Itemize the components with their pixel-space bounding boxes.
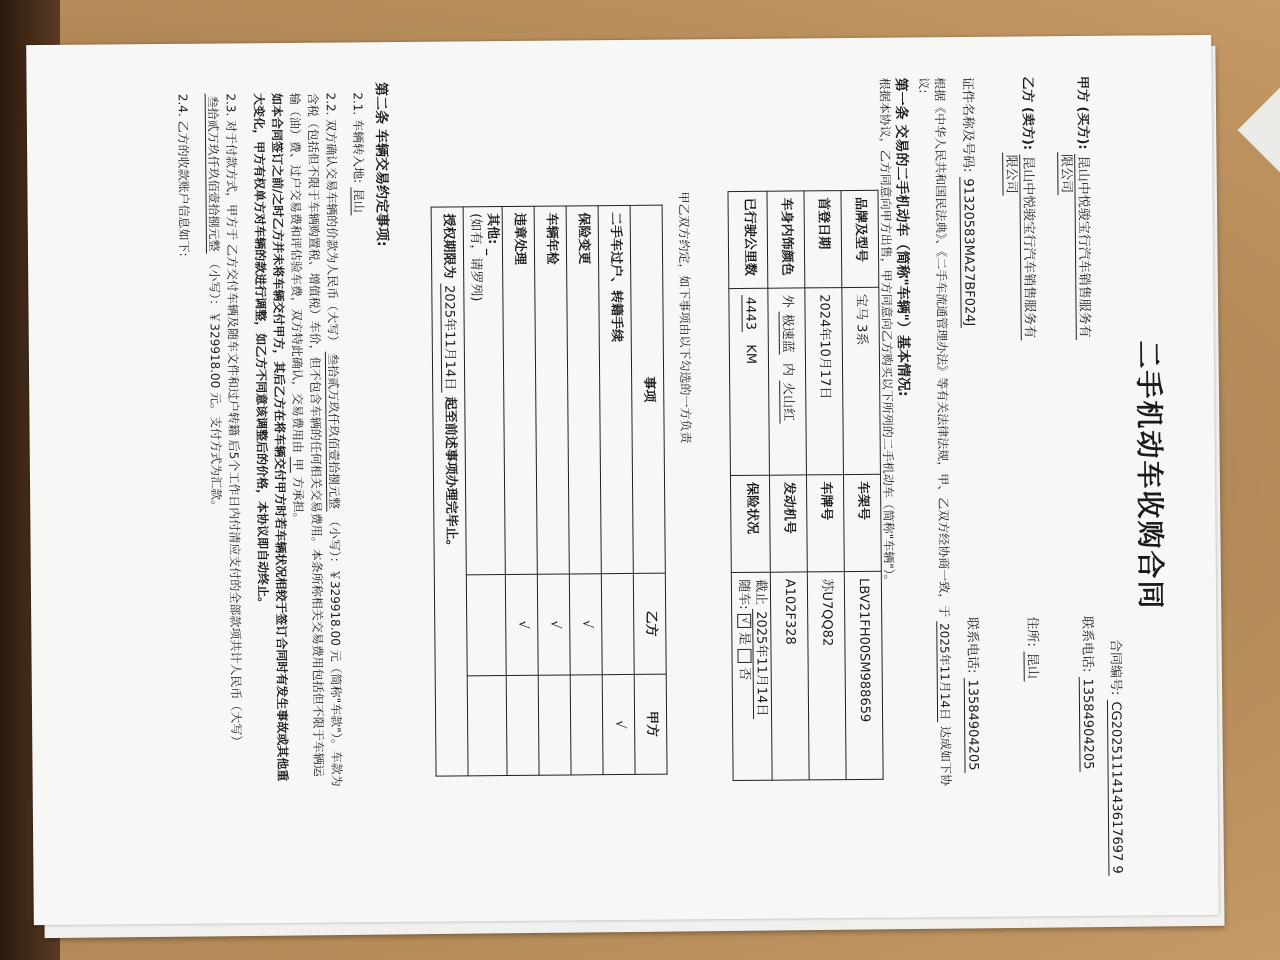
mileage-unit: KM <box>741 344 758 365</box>
party-a-name-2: 限公司 <box>1057 152 1073 195</box>
vehicle-info-table <box>727 190 883 781</box>
task-name: 车辆年检 <box>534 206 569 574</box>
agreement-note: 甲乙双方约定，如下事项由以下勾选的一方负责 <box>675 191 693 444</box>
table-row <box>598 205 635 774</box>
id-line <box>957 77 976 329</box>
document-title: 二手机动车收购合同 <box>1131 340 1167 611</box>
vin-value: LBV21FH00SM988659 <box>844 571 883 779</box>
table-row <box>534 206 571 775</box>
table-row <box>502 206 539 775</box>
task-name-other <box>463 207 505 575</box>
task-a-mark <box>538 675 571 776</box>
insurance-value <box>731 572 772 780</box>
clause-2-2-tail: 方承担。 <box>290 476 305 525</box>
no-label: 否 <box>736 667 752 681</box>
party-a-name: 昆山中悦骏宝行汽车销售服务有 <box>1074 154 1092 340</box>
clause-2-1 <box>349 92 366 215</box>
contract-number <box>1105 639 1124 876</box>
table-row <box>630 205 667 774</box>
yes-checkbox: √ <box>736 614 750 628</box>
basis-text-3: 议: <box>916 77 931 94</box>
id-phone-value: 13584904205 <box>963 677 980 772</box>
authorization-term <box>431 207 468 776</box>
party-a-phone-value: 13584904205 <box>1078 676 1095 771</box>
party-b-name: 昆山中悦骏宝行汽车销售服务有 <box>1019 154 1037 340</box>
id-phone <box>962 617 980 773</box>
party-a-block <box>1055 76 1092 496</box>
party-b-block <box>1000 76 1037 496</box>
task-a-mark <box>570 674 603 775</box>
task-name: 二手车过户、转籍手续 <box>598 205 633 573</box>
task-b-mark: √ <box>569 574 602 675</box>
table-row <box>728 191 772 780</box>
reg-value: 2024年10月17日 <box>804 288 843 476</box>
contract-number-value: CG20251114143617697 9 <box>1106 699 1124 875</box>
party-a-phone <box>1077 616 1095 772</box>
task-header-b: 乙方 <box>633 573 666 674</box>
interior-prefix: 内 <box>779 362 796 377</box>
party-b-address <box>1022 616 1039 681</box>
clause-2-2-text3: 输（油）费、过户交易费和评估验车费，双方特此确认，交易费用由 <box>287 92 305 453</box>
color-value <box>767 288 806 476</box>
task-other-sub: (如有，请罗列) <box>467 213 484 302</box>
with-car-label: 随车: <box>735 579 751 610</box>
article1-intro: 根据本协议，乙方同意向甲方出售，甲方同意向乙方购买以下所列的二手机动车（简称"车辆"）。 <box>876 77 896 587</box>
task-a-mark <box>467 675 507 776</box>
bold-clause-1: 如本合同签订之前/之时乙方并未将车辆交付甲方，其后乙方在将车辆交付甲方时若车辆状况相较于签订合同时有发生事故或其他重 <box>269 92 290 782</box>
clause-2-3-upper: 叁拾贰万玖仟玖佰壹拾捌元整 <box>204 94 220 254</box>
mileage-number: 4443 <box>740 295 756 332</box>
plate-label: 车牌号 <box>806 475 844 572</box>
deadline-tail: 起至前述事项办理完毕止。 <box>441 396 459 553</box>
task-b-mark: √ <box>505 574 538 675</box>
task-other-label: 其他: _ <box>484 213 500 256</box>
clause-2-2-text2: 含税（包括但不限于车辆购置税、增值税）车价，但不包含车辆的任何相关交易费用。本条所称相关交易费用包括但不限于车辆运 <box>305 92 326 777</box>
table-row <box>431 207 468 776</box>
table-row <box>803 191 845 780</box>
article2-title: 第二条 车辆交易约定事项: <box>372 82 390 247</box>
exterior-prefix: 外 <box>779 294 795 308</box>
table-row <box>766 191 808 780</box>
interior-color: 火山红 <box>779 380 795 423</box>
clause-2-2-upper: 叁拾贰万玖仟玖佰壹拾捌元整 <box>324 351 340 511</box>
clause-2-2-payer: 甲 <box>289 457 304 473</box>
clause-2-4-num: 2.4. <box>175 93 190 117</box>
basis-text-2: 达成如下协 <box>937 725 953 787</box>
table-row <box>463 207 507 776</box>
id-phone-label: 联系电话: <box>963 616 980 674</box>
basis-date: 2025年11月14日 <box>936 621 952 722</box>
insurance-date: 2025年11月14日 <box>752 609 769 718</box>
deadline-date: 2025年11月14日 <box>440 283 457 392</box>
clause-2-3 <box>203 93 246 883</box>
clause-2-1-value: 昆山 <box>350 187 365 215</box>
clause-2-4 <box>174 94 191 257</box>
basis-text-1: 根据《中华人民共和国民法典》、《二手车流通管理办法》等有关法律法规，甲、乙双方经协商一致，于 <box>931 77 951 618</box>
clause-2-2 <box>249 92 346 883</box>
deadline-label: 授权期限为 <box>440 213 456 279</box>
no-checkbox <box>737 649 751 663</box>
id-value: 91320583MA27BF024J <box>959 176 976 328</box>
id-label: 证件名称及号码: <box>958 76 975 173</box>
clause-2-3-num: 2.3. <box>223 93 238 117</box>
exterior-color: 极速蓝 <box>778 312 794 355</box>
engine-value: A102F328 <box>770 572 809 780</box>
clause-2-2-num: 2.2. <box>323 92 338 116</box>
brand-label: 品牌及型号 <box>840 190 878 287</box>
color-label: 车身内饰颜色 <box>766 191 804 288</box>
clause-2-2-text: 双方确认交易车辆的价款为人民币（大写） <box>323 119 340 348</box>
task-b-mark <box>601 574 634 675</box>
paper-corner <box>1238 88 1280 173</box>
task-header-item: 事项 <box>630 205 665 573</box>
party-b-label: 乙方 (卖方): <box>1018 76 1035 151</box>
task-name: 保险变更 <box>566 206 601 574</box>
clause-2-1-num: 2.1. <box>350 92 365 116</box>
plate-value: 苏U7QQ82 <box>807 572 846 780</box>
task-a-mark <box>506 675 539 776</box>
clause-2-2-small: （小写）：￥329918.00 元（简称"车款"）。车款为 <box>326 514 344 787</box>
contract-sheet <box>26 35 1219 925</box>
insurance-prefix: 截止 <box>752 578 768 606</box>
contract-number-label: 合同编号: <box>1106 638 1123 696</box>
clause-2-4-text: 乙方的收款账户信息如下: <box>175 120 191 257</box>
party-b-address-label: 住所: <box>1023 616 1039 647</box>
bold-clause-2: 大变化，甲方有权单方对车辆的款进行调整，如乙方不同意该调整后的价格，本协议即自动终止。 <box>251 93 270 610</box>
party-a-label: 甲方 (买方): <box>1073 75 1090 150</box>
basis-text <box>915 77 953 877</box>
party-a-phone-label: 联系电话: <box>1078 615 1095 673</box>
yes-label: 是 <box>735 631 752 645</box>
responsibility-table <box>430 205 667 777</box>
insurance-label: 保险状况 <box>730 475 770 572</box>
task-header-a: 甲方 <box>634 674 667 775</box>
clause-2-3-small: （小写）：￥329918.00 元。支付方式为汇款。 <box>206 257 223 513</box>
task-name: 违章处理 <box>502 206 537 574</box>
article1-title: 第一条 交易的二手机动车（简称"车辆"）基本情况: <box>891 77 911 397</box>
task-a-mark: √ <box>602 674 635 775</box>
vin-label: 车架号 <box>843 475 881 572</box>
clause-2-1-text: 车辆转入地: <box>350 118 365 184</box>
party-b-name-2: 限公司 <box>1002 153 1018 196</box>
brand-value: 宝马 3系 <box>841 287 880 475</box>
engine-label: 发动机号 <box>769 475 807 572</box>
task-b-mark: √ <box>537 574 570 675</box>
clause-2-3-text: 对于付款方式，甲方于 乙方交付车辆及随车文件和过户转籍 后5个工作日内付清应支付的全部款项共计人民币（大写） <box>223 120 243 748</box>
mileage-label: 已行驶公里数 <box>728 191 768 288</box>
table-row <box>840 190 882 779</box>
mileage-value <box>729 288 769 476</box>
table-row <box>566 206 603 775</box>
contract-document <box>49 55 1196 905</box>
reg-label: 首登日期 <box>803 191 841 288</box>
party-b-address-value: 昆山 <box>1023 651 1039 681</box>
task-b-mark <box>466 575 506 676</box>
